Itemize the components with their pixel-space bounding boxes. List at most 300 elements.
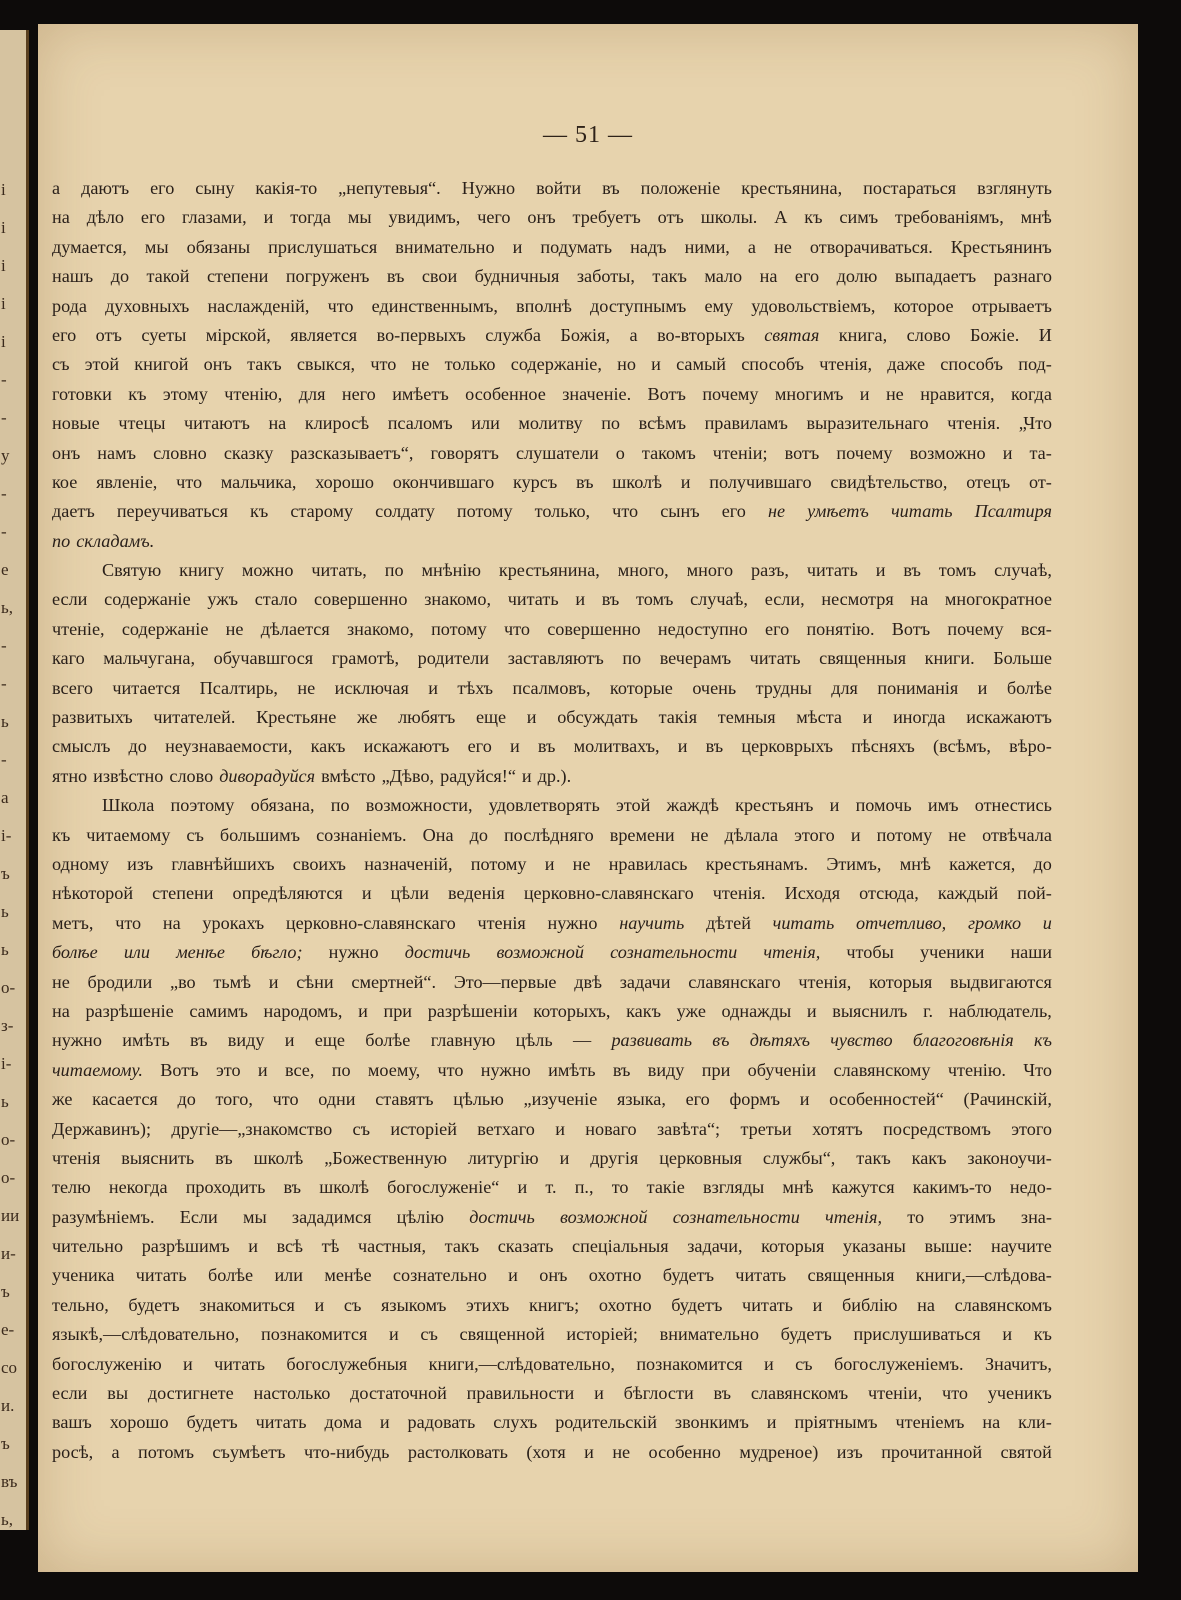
word: при bbox=[701, 1059, 731, 1080]
word: наши bbox=[1010, 942, 1052, 963]
word: растолковать bbox=[407, 1441, 508, 1462]
word: такъ bbox=[444, 1236, 480, 1257]
word: священной bbox=[459, 1324, 545, 1345]
word: что bbox=[115, 912, 142, 933]
word: тогда bbox=[290, 207, 331, 228]
word: много bbox=[686, 560, 734, 581]
text-line bbox=[52, 1173, 1052, 1202]
word: родители bbox=[417, 648, 490, 669]
word: вся- bbox=[1020, 618, 1052, 639]
word: что-нибудь bbox=[303, 1441, 390, 1462]
word: книги,—слѣдова- bbox=[915, 1265, 1052, 1286]
text-line bbox=[52, 1203, 1052, 1232]
word: и bbox=[263, 207, 274, 228]
word: увидимъ, bbox=[388, 207, 461, 228]
word: мы bbox=[144, 236, 169, 257]
word: громко bbox=[967, 912, 1022, 933]
word: нужно bbox=[52, 1030, 102, 1051]
word: понятію. bbox=[806, 618, 875, 639]
word: всѣмъ bbox=[638, 413, 686, 434]
word: читать bbox=[507, 589, 559, 610]
word: для bbox=[298, 383, 326, 404]
word: чтеніи, bbox=[868, 1383, 923, 1404]
word: выяснилъ bbox=[832, 1000, 908, 1021]
word: по bbox=[330, 795, 350, 816]
word: такъ bbox=[856, 1147, 891, 1168]
text-line bbox=[52, 644, 1052, 673]
word: клиросѣ bbox=[304, 413, 370, 434]
word: чтецы bbox=[118, 413, 166, 434]
word: и bbox=[559, 1147, 570, 1168]
word: и bbox=[526, 707, 537, 728]
word: достаточной bbox=[350, 1383, 447, 1404]
word: священныя bbox=[819, 648, 907, 669]
word: чтенію. bbox=[947, 1059, 1006, 1080]
word: вѣро- bbox=[1009, 736, 1052, 757]
word: дѣтяхъ bbox=[749, 1030, 810, 1051]
word: И bbox=[1038, 324, 1052, 345]
word: удовольствіемъ, bbox=[751, 295, 876, 316]
word: исключая bbox=[334, 677, 409, 698]
word: что bbox=[370, 354, 397, 375]
word: которыя bbox=[869, 971, 933, 992]
margin-glyph: і bbox=[1, 180, 6, 199]
word: пріятнымъ bbox=[794, 1412, 878, 1433]
word: славянскаго bbox=[688, 971, 781, 992]
word: моему, bbox=[367, 1059, 421, 1080]
word: (Рачинскій, bbox=[963, 1089, 1052, 1110]
word: школѣ bbox=[253, 1147, 304, 1168]
word: разумѣніемъ. bbox=[52, 1206, 155, 1227]
word: помочь bbox=[855, 795, 912, 816]
word: на bbox=[910, 589, 929, 610]
word: г. bbox=[923, 1000, 934, 1021]
margin-glyph: ии bbox=[1, 1206, 20, 1225]
word: чтеніе, bbox=[52, 618, 105, 639]
word: „Что bbox=[1018, 413, 1052, 434]
margin-glyph: ь bbox=[1, 902, 9, 921]
word: этимъ bbox=[949, 1206, 996, 1227]
word: церковныя bbox=[659, 1147, 743, 1168]
word: очень bbox=[692, 677, 737, 698]
word: сынъ bbox=[660, 501, 700, 522]
word: возможности, bbox=[365, 795, 473, 816]
word: еще bbox=[314, 1030, 345, 1051]
word: по bbox=[331, 1059, 351, 1080]
text-line bbox=[52, 1085, 1052, 1114]
margin-glyph: і- bbox=[1, 826, 12, 845]
word: духовныхъ bbox=[105, 295, 190, 316]
word: имъ bbox=[927, 795, 959, 816]
word: славянскому bbox=[833, 1059, 931, 1080]
word: (хотя bbox=[526, 1441, 566, 1462]
word: под- bbox=[1018, 354, 1052, 375]
word: и bbox=[508, 1265, 518, 1286]
word: потому bbox=[431, 618, 487, 639]
word: зададимся bbox=[291, 1206, 372, 1227]
word: сознательности bbox=[672, 1206, 800, 1227]
word: знакомо, bbox=[346, 618, 414, 639]
word: чтобы bbox=[846, 942, 894, 963]
word: языкѣ,—слѣдовательно, bbox=[52, 1324, 240, 1345]
text-line bbox=[52, 262, 1052, 291]
word: чтенія bbox=[52, 1147, 101, 1168]
word: читать bbox=[742, 1294, 793, 1315]
text-line bbox=[52, 909, 1052, 938]
word: однажды bbox=[721, 1000, 792, 1021]
word: молитву bbox=[518, 413, 583, 434]
word: сознательно bbox=[392, 1265, 487, 1286]
word: темныя bbox=[717, 707, 776, 728]
word: читать bbox=[772, 912, 835, 933]
word: школѣ bbox=[319, 1177, 369, 1198]
word: къ bbox=[52, 824, 71, 845]
word: самый bbox=[676, 354, 726, 375]
word: научите bbox=[990, 1236, 1052, 1257]
word: зна- bbox=[1020, 1206, 1052, 1227]
word: задачи bbox=[619, 971, 671, 992]
word: заботы, bbox=[576, 266, 635, 287]
word: и bbox=[428, 677, 438, 698]
word: и bbox=[829, 795, 840, 816]
word: возможной bbox=[496, 942, 584, 963]
text-line bbox=[52, 585, 1052, 614]
word: служба bbox=[485, 324, 541, 345]
word: сыну bbox=[195, 178, 235, 198]
word: его bbox=[140, 207, 166, 228]
word: съ bbox=[186, 824, 204, 845]
word: школѣ bbox=[612, 471, 663, 492]
word: болѣе bbox=[365, 1030, 411, 1051]
word: войти bbox=[536, 178, 582, 198]
word: хорошо bbox=[315, 471, 374, 492]
margin-glyph: - bbox=[1, 750, 7, 769]
word: отнестись bbox=[974, 795, 1052, 816]
word: Вотъ bbox=[647, 383, 686, 404]
word: и bbox=[388, 1324, 399, 1345]
word: свои bbox=[421, 266, 458, 287]
word: прислушиваться bbox=[853, 1324, 981, 1345]
word: любятъ bbox=[398, 707, 456, 728]
word: на bbox=[52, 1000, 70, 1021]
word: настолько bbox=[253, 1383, 331, 1404]
word: познакомится bbox=[636, 1353, 743, 1374]
text-line bbox=[52, 879, 1052, 908]
word: и bbox=[812, 1294, 823, 1315]
word: обязана, bbox=[250, 795, 315, 816]
word: нужно bbox=[328, 942, 379, 963]
text-line bbox=[52, 791, 1052, 820]
text-line bbox=[52, 1232, 1052, 1261]
margin-glyph: въ bbox=[1, 1472, 18, 1491]
word: если bbox=[52, 589, 88, 610]
word: ученики bbox=[919, 942, 985, 963]
text-line bbox=[52, 468, 1052, 497]
word: одни bbox=[318, 1089, 356, 1110]
word: богослуженію bbox=[52, 1353, 162, 1374]
word: менѣе bbox=[176, 942, 225, 963]
word: от- bbox=[1028, 471, 1052, 492]
word: тѣ bbox=[321, 1236, 340, 1257]
word: которыя bbox=[761, 1236, 825, 1257]
word: такъ bbox=[247, 354, 282, 375]
word: Исходя bbox=[784, 883, 841, 904]
word: мѣста bbox=[796, 707, 842, 728]
word: къ bbox=[250, 501, 269, 522]
word: слово bbox=[906, 324, 951, 345]
text-line bbox=[52, 938, 1052, 967]
word: съ bbox=[343, 1294, 362, 1315]
word: урокахъ bbox=[202, 912, 265, 933]
word: знакомо, bbox=[424, 589, 492, 610]
word: на bbox=[52, 207, 70, 228]
word: правильности bbox=[466, 1383, 575, 1404]
word: внимательно bbox=[659, 1324, 759, 1345]
word: новые bbox=[52, 413, 100, 434]
word: и bbox=[361, 883, 372, 904]
word: Больше bbox=[993, 648, 1052, 669]
word: Нужно bbox=[461, 178, 516, 198]
word: „Дѣво, bbox=[381, 765, 435, 786]
word: развитыхъ bbox=[52, 707, 133, 728]
word: выше: bbox=[924, 1236, 973, 1257]
word: цѣлью bbox=[453, 1089, 504, 1110]
word: школы. bbox=[700, 207, 758, 228]
text-line bbox=[52, 703, 1052, 732]
word: кое bbox=[52, 471, 78, 492]
word: содержаніе, bbox=[510, 354, 602, 375]
margin-glyph: і bbox=[1, 332, 6, 351]
word: отсюда, bbox=[859, 883, 919, 904]
word: до bbox=[177, 1089, 196, 1110]
text-line bbox=[52, 409, 1052, 438]
word: вмѣсто bbox=[321, 765, 376, 786]
word: А bbox=[774, 207, 788, 228]
word: только bbox=[444, 354, 496, 375]
word: на bbox=[982, 1412, 1001, 1433]
word: несмотря bbox=[821, 589, 894, 610]
word: потому bbox=[876, 824, 933, 845]
margin-glyph: и. bbox=[1, 1396, 15, 1415]
word: двѣ bbox=[574, 971, 602, 992]
word: можно bbox=[241, 560, 294, 581]
word: ятно bbox=[52, 765, 88, 786]
word: законоучи- bbox=[967, 1147, 1052, 1168]
word: этой bbox=[615, 795, 651, 816]
word: неузнаваемости, bbox=[165, 736, 293, 757]
word: по bbox=[384, 560, 404, 581]
word: цѣли bbox=[390, 883, 429, 904]
word: кажется, bbox=[949, 853, 1016, 874]
word: разсказываетъ“, bbox=[290, 442, 414, 463]
word: и bbox=[509, 736, 520, 757]
word: читать bbox=[735, 1265, 787, 1286]
text-line bbox=[52, 762, 1052, 791]
text-line bbox=[52, 292, 1052, 321]
word: библію bbox=[842, 1294, 898, 1315]
adjacent-page-edge bbox=[0, 30, 29, 1530]
word: или bbox=[274, 1265, 303, 1286]
word: чтенія, bbox=[819, 354, 873, 375]
word: содержаніе bbox=[121, 618, 209, 639]
word: выпадаетъ bbox=[894, 266, 977, 287]
word: и bbox=[1002, 442, 1013, 463]
word: спеціальныя bbox=[572, 1236, 669, 1257]
word: стало bbox=[254, 589, 298, 610]
word: болѣе bbox=[1006, 677, 1052, 698]
word: степени bbox=[206, 266, 269, 287]
word: симъ bbox=[839, 207, 879, 228]
word: даже bbox=[887, 354, 926, 375]
word: такъ bbox=[652, 266, 687, 287]
word: его bbox=[765, 618, 790, 639]
word: что bbox=[503, 618, 530, 639]
text-line bbox=[52, 556, 1052, 585]
word: разрѣшеніи bbox=[427, 1000, 518, 1021]
word: даютъ bbox=[81, 178, 130, 198]
word: подумать bbox=[540, 236, 613, 257]
word: чтенію, bbox=[224, 383, 283, 404]
word: обязаны bbox=[186, 236, 251, 257]
word: богослужебныя bbox=[286, 1353, 408, 1374]
margin-glyph: о- bbox=[1, 1130, 16, 1149]
word: въ bbox=[903, 560, 921, 581]
text-line bbox=[52, 439, 1052, 468]
word: т. bbox=[545, 1177, 557, 1198]
word: мы bbox=[347, 207, 372, 228]
word: „изученіе bbox=[523, 1089, 598, 1110]
text-line bbox=[52, 321, 1052, 350]
word: веденія bbox=[448, 883, 505, 904]
word: чтеніемъ bbox=[895, 1412, 965, 1433]
word: онъ bbox=[539, 1265, 568, 1286]
word: святой bbox=[1000, 1441, 1052, 1462]
margin-glyph: з- bbox=[1, 1016, 14, 1035]
word: каго bbox=[52, 648, 85, 669]
word: священныя bbox=[807, 1265, 895, 1286]
word: послѣдняго bbox=[503, 824, 594, 845]
word: книгой bbox=[134, 354, 189, 375]
margin-glyph: ь, bbox=[1, 598, 14, 617]
word: нашъ bbox=[52, 266, 94, 287]
margin-glyph: е bbox=[1, 560, 9, 579]
word: времени bbox=[609, 824, 675, 845]
word: во-первыхъ bbox=[376, 324, 466, 345]
word: читаютъ bbox=[184, 413, 250, 434]
word: отрываетъ bbox=[971, 295, 1052, 316]
word: Псалтиря bbox=[974, 501, 1052, 522]
word: въ bbox=[601, 589, 620, 610]
word: выдвигаются bbox=[950, 971, 1052, 992]
word: на bbox=[268, 413, 287, 434]
word: чтеніи; bbox=[712, 442, 768, 463]
word: вашъ bbox=[52, 1412, 92, 1433]
word: не bbox=[948, 824, 967, 845]
word: которое bbox=[893, 295, 954, 316]
word: каждый bbox=[937, 883, 999, 904]
word: бѣглости bbox=[623, 1383, 694, 1404]
word: народомъ, bbox=[263, 1000, 343, 1021]
word: цѣлію bbox=[396, 1206, 444, 1227]
word: бѣгло; bbox=[251, 942, 303, 963]
word: изъ bbox=[127, 853, 154, 874]
word: обучавшгося bbox=[213, 648, 314, 669]
word: читается bbox=[112, 677, 181, 698]
margin-glyph: - bbox=[1, 674, 7, 693]
margin-glyph: - bbox=[1, 408, 7, 427]
word: особенно bbox=[648, 1441, 721, 1462]
word: въ bbox=[705, 736, 724, 757]
word: менѣе bbox=[324, 1265, 372, 1286]
word: и bbox=[799, 1089, 810, 1110]
word: многимъ bbox=[774, 383, 844, 404]
text-line bbox=[52, 1261, 1052, 1290]
word: виду bbox=[647, 1059, 685, 1080]
word: потомъ bbox=[138, 1441, 194, 1462]
margin-glyph: - bbox=[1, 636, 7, 655]
word: охотно bbox=[588, 1265, 642, 1286]
word: росѣ, bbox=[52, 1441, 94, 1462]
word: мы bbox=[242, 1206, 267, 1227]
word: возможной bbox=[560, 1206, 648, 1227]
word: читать bbox=[890, 501, 953, 522]
word: того, bbox=[215, 1089, 253, 1110]
word: степени bbox=[152, 883, 214, 904]
word: складамъ. bbox=[76, 530, 155, 551]
word: развивать bbox=[611, 1030, 692, 1051]
word: формъ bbox=[729, 1089, 781, 1110]
word: виду bbox=[227, 1030, 265, 1051]
word: читать bbox=[806, 560, 858, 581]
word: Державинъ); bbox=[52, 1118, 152, 1139]
text-line bbox=[52, 233, 1052, 262]
word: церковно-славянскаго bbox=[523, 883, 694, 904]
word: не bbox=[572, 853, 591, 874]
word: о bbox=[615, 442, 625, 463]
word: явленіе, bbox=[96, 471, 158, 492]
text-line bbox=[52, 350, 1052, 379]
word: совершенно bbox=[314, 589, 408, 610]
word: такой bbox=[146, 266, 190, 287]
word: третьи bbox=[740, 1118, 792, 1139]
word: же bbox=[357, 707, 378, 728]
word: если, bbox=[764, 589, 805, 610]
word: трудны bbox=[755, 677, 812, 698]
margin-glyph: ь, bbox=[1, 1510, 14, 1529]
word: но bbox=[617, 354, 636, 375]
word: вечерамъ bbox=[659, 648, 732, 669]
word: какимъ-то bbox=[912, 1177, 992, 1198]
word: своихъ bbox=[292, 853, 346, 874]
text-line bbox=[52, 1291, 1052, 1320]
word: будетъ bbox=[780, 1324, 832, 1345]
word: къ bbox=[1034, 1030, 1052, 1051]
word: книга, bbox=[838, 324, 888, 345]
margin-glyph: і- bbox=[1, 1054, 12, 1073]
word: что bbox=[272, 1089, 299, 1110]
word: и bbox=[584, 1441, 594, 1462]
word: что bbox=[176, 471, 203, 492]
word: прислушаться bbox=[268, 236, 378, 257]
word: касается bbox=[92, 1089, 158, 1110]
word: метъ, bbox=[52, 912, 94, 933]
word: въ bbox=[713, 1383, 732, 1404]
word: на bbox=[759, 266, 778, 287]
text-line bbox=[52, 1438, 1052, 1467]
word: и bbox=[358, 1000, 368, 1021]
word: жаждѣ bbox=[666, 795, 719, 816]
word: всѣ bbox=[276, 1236, 303, 1257]
